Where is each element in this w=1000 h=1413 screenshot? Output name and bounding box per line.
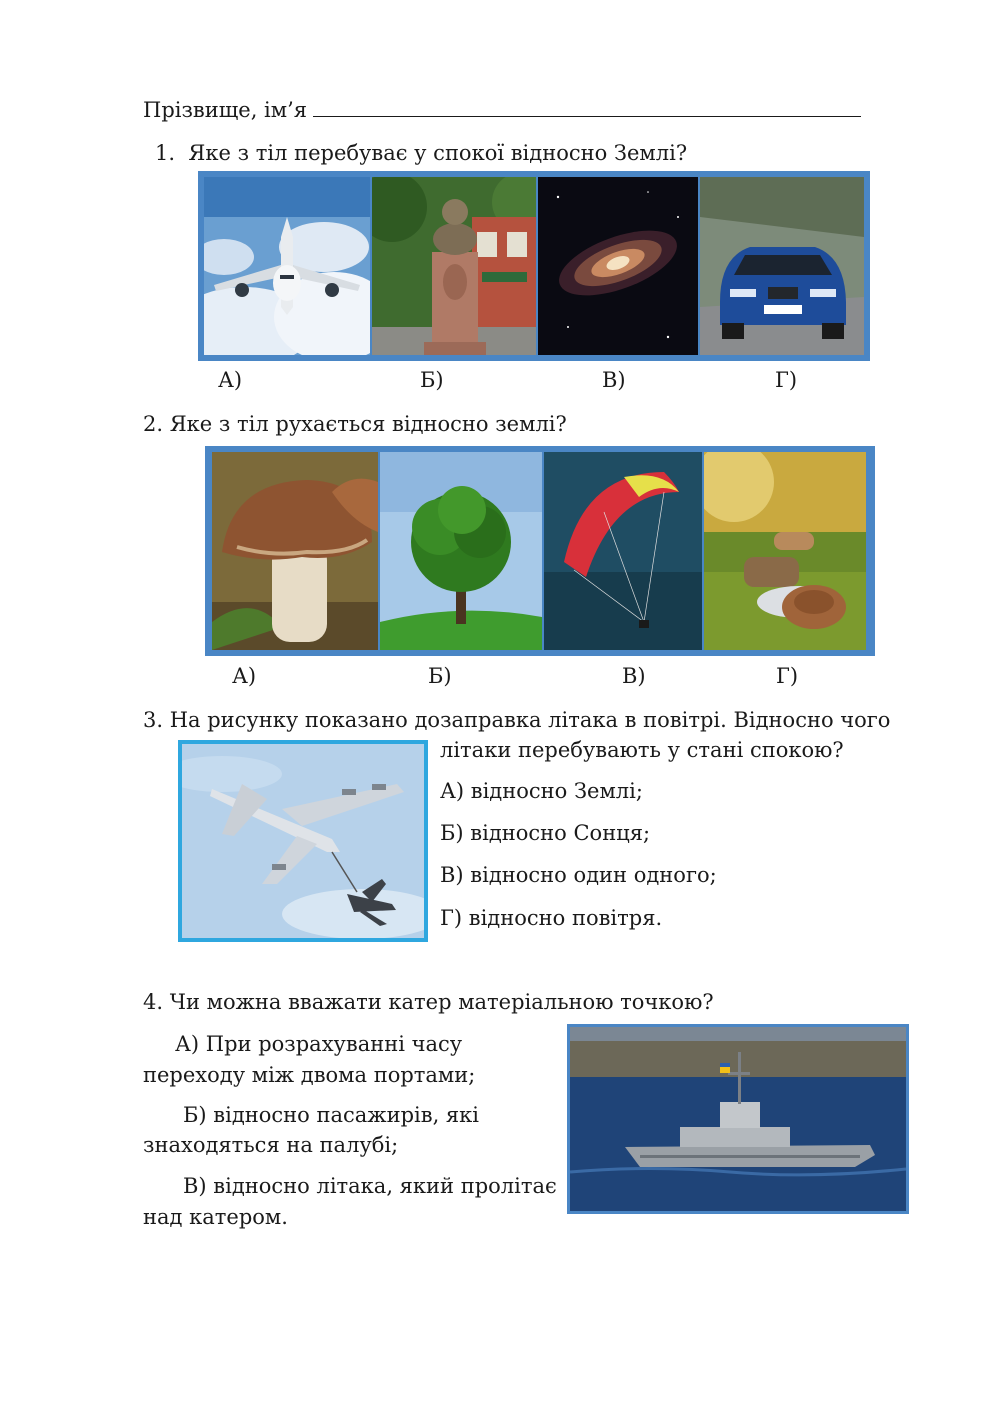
q3-question-line1: 3. На рисунку показано дозаправка літака в повітрі. Відносно чого — [143, 708, 891, 732]
name-label: Прізвище, ім’я — [143, 98, 308, 122]
q1-option-b[interactable]: Б) — [420, 368, 444, 392]
q4-answer-c-line2[interactable]: над катером. — [143, 1205, 288, 1229]
q1-image-b-monument[interactable] — [372, 177, 536, 355]
q2-option-c[interactable]: В) — [622, 664, 646, 688]
q2-image-c-paraglider[interactable] — [544, 452, 702, 650]
q2-option-a[interactable]: А) — [232, 664, 257, 688]
q2-image-b-tree[interactable] — [380, 452, 542, 650]
q4-answer-a-line2[interactable]: переходу між двома портами; — [143, 1063, 476, 1087]
q4-answer-b-line2[interactable]: знаходяться на палубі; — [143, 1133, 399, 1157]
q2-image-d-man-on-grass[interactable] — [704, 452, 866, 650]
q3-image-refueling[interactable] — [178, 740, 428, 942]
q4-image-boat[interactable] — [567, 1024, 909, 1214]
q2-option-b[interactable]: Б) — [428, 664, 452, 688]
q1-option-c[interactable]: В) — [602, 368, 626, 392]
q1-image-c-galaxy[interactable] — [538, 177, 698, 355]
q1-image-a-airplane[interactable] — [204, 177, 370, 355]
name-blank-line[interactable] — [313, 96, 861, 117]
q2-question: 2. Яке з тіл рухається відносно землі? — [143, 412, 567, 436]
name-line — [143, 96, 861, 123]
q1-option-d[interactable]: Г) — [775, 368, 798, 392]
q3-answer-a[interactable]: А) відносно Землі; — [440, 779, 643, 803]
q4-answer-a-line1[interactable]: А) При розрахуванні часу — [175, 1032, 463, 1056]
q4-question: 4. Чи можна вважати катер матеріальною точкою? — [143, 990, 714, 1014]
q3-answer-c[interactable]: В) відносно один одного; — [440, 863, 717, 887]
q1-text: Яке з тіл перебуває у спокої відносно Землі? — [188, 141, 688, 165]
q1-image-d-car[interactable] — [700, 177, 864, 355]
q2-option-d[interactable]: Г) — [776, 664, 799, 688]
q1-question — [155, 140, 687, 166]
q3-answer-b[interactable]: Б) відносно Сонця; — [440, 821, 651, 845]
q1-image-strip — [198, 171, 870, 361]
q2-image-a-mushroom[interactable] — [212, 452, 378, 650]
q4-answer-b-line1[interactable]: Б) відносно пасажирів, які — [183, 1103, 480, 1127]
q1-option-a[interactable]: А) — [218, 368, 243, 392]
q3-answer-d[interactable]: Г) відносно повітря. — [440, 906, 663, 930]
q2-image-strip — [205, 446, 875, 656]
q3-question-line2: літаки перебувають у стані спокою? — [440, 738, 844, 762]
q1-number: 1. — [155, 141, 176, 165]
q4-answer-c-line1[interactable]: В) відносно літака, який пролітає — [183, 1174, 557, 1198]
